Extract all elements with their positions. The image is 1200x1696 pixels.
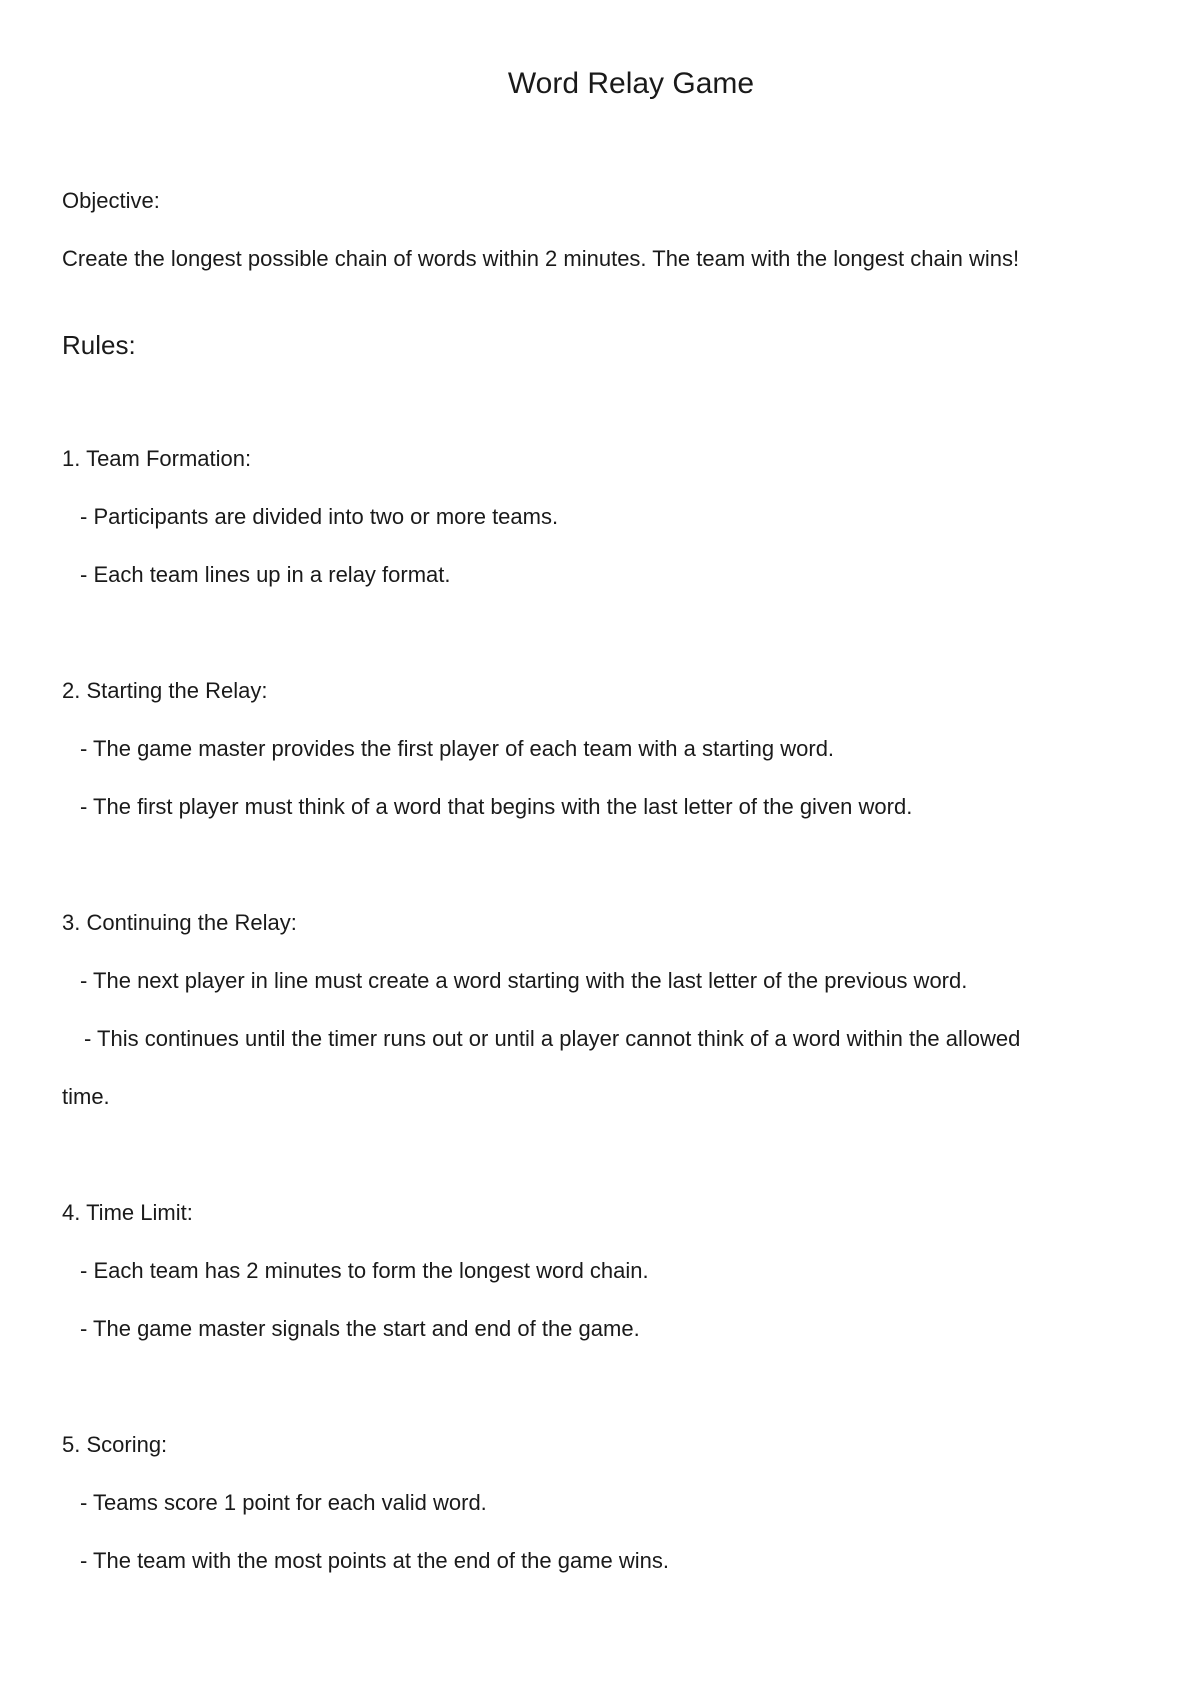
- rule-bullet: - Teams score 1 point for each valid word.: [80, 1490, 487, 1515]
- rules-heading: Rules:: [62, 330, 136, 360]
- document-title: Word Relay Game: [507, 67, 755, 100]
- objective-text: Create the longest possible chain of words within 2 minutes. The team with the longest chain wins!: [62, 246, 1020, 271]
- rule-bullet: - Each team has 2 minutes to form the longest word chain.: [80, 1258, 649, 1283]
- rule-bullet: - The game master signals the start and end of the game.: [80, 1316, 640, 1341]
- section-heading-team-formation: 1. Team Formation:: [62, 446, 252, 471]
- rule-bullet: - The team with the most points at the end of the game wins.: [80, 1548, 670, 1573]
- rule-bullet: - Each team lines up in a relay format.: [80, 562, 451, 587]
- section-heading-time-limit: 4. Time Limit:: [62, 1200, 193, 1225]
- objective-label: Objective:: [62, 188, 160, 213]
- section-heading-scoring: 5. Scoring:: [62, 1432, 168, 1457]
- section-heading-continuing-relay: 3. Continuing the Relay:: [62, 910, 297, 935]
- rule-bullet: - The next player in line must create a word starting with the last letter of the previous word.: [80, 968, 968, 993]
- rule-bullet: - The game master provides the first player of each team with a starting word.: [80, 736, 835, 761]
- rule-bullet-continuation: time.: [62, 1084, 110, 1109]
- rule-bullet: - This continues until the timer runs out or until a player cannot think of a word within the allowed: [84, 1026, 1021, 1051]
- rule-bullet: - The first player must think of a word that begins with the last letter of the given word.: [80, 794, 913, 819]
- rule-bullet: - Participants are divided into two or more teams.: [80, 504, 559, 529]
- section-heading-starting-relay: 2. Starting the Relay:: [62, 678, 268, 703]
